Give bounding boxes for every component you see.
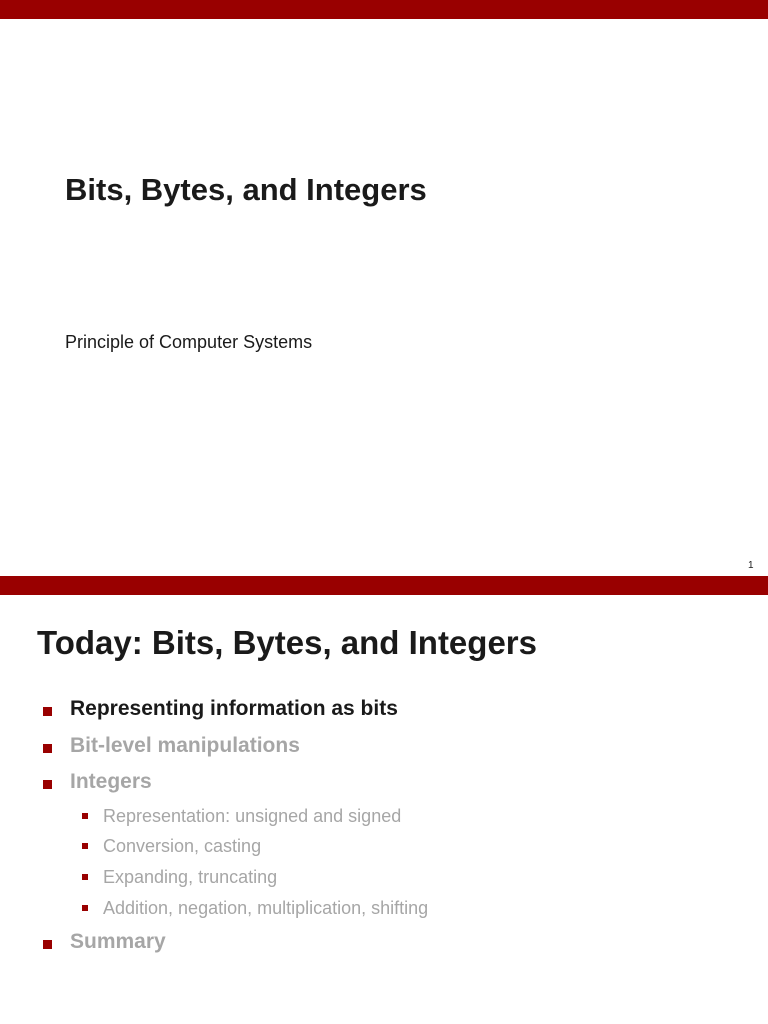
- square-bullet-icon: [43, 707, 52, 716]
- slide-header-bar: [0, 0, 768, 19]
- slide-header-bar: [0, 576, 768, 595]
- bullet-text: Expanding, truncating: [103, 867, 278, 887]
- bullet-text: Representation: unsigned and signed: [103, 806, 402, 826]
- bullet-text: Summary: [70, 930, 166, 953]
- square-bullet-icon: [82, 874, 88, 880]
- square-bullet-icon: [43, 780, 52, 789]
- square-bullet-icon: [43, 940, 52, 949]
- slide-agenda: [0, 576, 768, 1024]
- page-number: 1: [748, 560, 754, 571]
- square-bullet-icon: [82, 905, 88, 911]
- bullet-text: Bit-level manipulations: [70, 734, 300, 757]
- square-bullet-icon: [43, 744, 52, 753]
- slide-subtitle: Principle of Computer Systems: [65, 332, 313, 352]
- agenda-title: Today: Bits, Bytes, and Integers: [37, 624, 537, 661]
- bullet-text: Representing information as bits: [70, 697, 398, 720]
- bullet-text: Conversion, casting: [103, 836, 262, 856]
- slide-title-heading: Bits, Bytes, and Integers: [65, 172, 427, 207]
- square-bullet-icon: [82, 843, 88, 849]
- bullet-text: Addition, negation, multiplication, shifting: [103, 898, 429, 918]
- square-bullet-icon: [82, 813, 88, 819]
- bullet-text: Integers: [70, 770, 152, 793]
